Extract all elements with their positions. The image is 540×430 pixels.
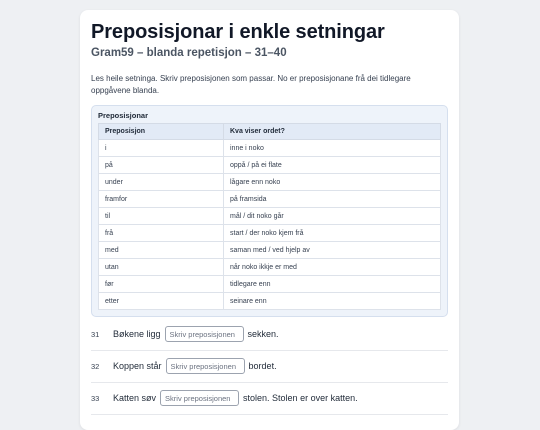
sentence-start: Bøkene ligg [113, 329, 161, 339]
table-row [99, 174, 441, 191]
page-title: Preposisjonar i enkle setningar [91, 21, 385, 43]
table-row [99, 242, 441, 259]
meaning-cell: saman med / ved hjelp av [224, 242, 441, 259]
exercise-32 [91, 350, 448, 383]
meaning-cell: oppå / på ei flate [224, 157, 441, 174]
meaning-cell: mål / dit noko går [224, 208, 441, 225]
table-row [99, 276, 441, 293]
sentence-end: stolen. Stolen er over katten. [243, 393, 358, 403]
meaning-cell: på framsida [224, 191, 441, 208]
table-row [99, 259, 441, 276]
preposition-cell: frå [99, 225, 224, 242]
preposition-table [98, 123, 441, 310]
page-subtitle: Gram59 – blanda repetisjon – 31–40 [91, 47, 287, 59]
table-row [99, 208, 441, 225]
table-row [99, 191, 441, 208]
column-header-meaning: Kva viser ordet? [224, 124, 441, 140]
preposition-cell: i [99, 140, 224, 157]
reference-title: Preposisjonar [98, 111, 149, 120]
sentence-end: sekken. [247, 329, 279, 339]
preposition-cell: på [99, 157, 224, 174]
exercise-33 [91, 382, 448, 415]
exercise-number: 32 [91, 361, 100, 371]
answer-input-32[interactable] [166, 358, 245, 374]
table-row [99, 140, 441, 157]
preposition-cell: til [99, 208, 224, 225]
table-row [99, 225, 441, 242]
preposition-reference-box [91, 105, 448, 317]
exercise-number: 31 [91, 329, 100, 339]
preposition-cell: etter [99, 293, 224, 310]
sentence-start: Koppen står [113, 361, 162, 371]
table-row [99, 157, 441, 174]
meaning-cell: inne i noko [224, 140, 441, 157]
meaning-cell: lågare enn noko [224, 174, 441, 191]
meaning-cell: når noko ikkje er med [224, 259, 441, 276]
exercise-31 [91, 318, 448, 351]
answer-input-31[interactable] [165, 326, 244, 342]
meaning-cell: start / der noko kjem frå [224, 225, 441, 242]
preposition-cell: under [99, 174, 224, 191]
sentence-start: Katten søv [113, 393, 157, 403]
preposition-cell: før [99, 276, 224, 293]
table-header-row [99, 124, 441, 140]
worksheet-card [80, 10, 459, 430]
preposition-cell: utan [99, 259, 224, 276]
answer-input-33[interactable] [160, 390, 239, 406]
column-header-preposition: Preposisjon [99, 124, 224, 140]
preposition-cell: framfor [99, 191, 224, 208]
table-row [99, 293, 441, 310]
meaning-cell: tidlegare enn [224, 276, 441, 293]
preposition-cell: med [99, 242, 224, 259]
exercise-number: 33 [91, 393, 100, 403]
sentence-end: bordet. [248, 361, 277, 371]
meaning-cell: seinare enn [224, 293, 441, 310]
instructions-text: Les heile setninga. Skriv preposisjonen som passar. No er preposisjonane frå dei tidlegare oppgåvene blanda. [91, 74, 411, 95]
